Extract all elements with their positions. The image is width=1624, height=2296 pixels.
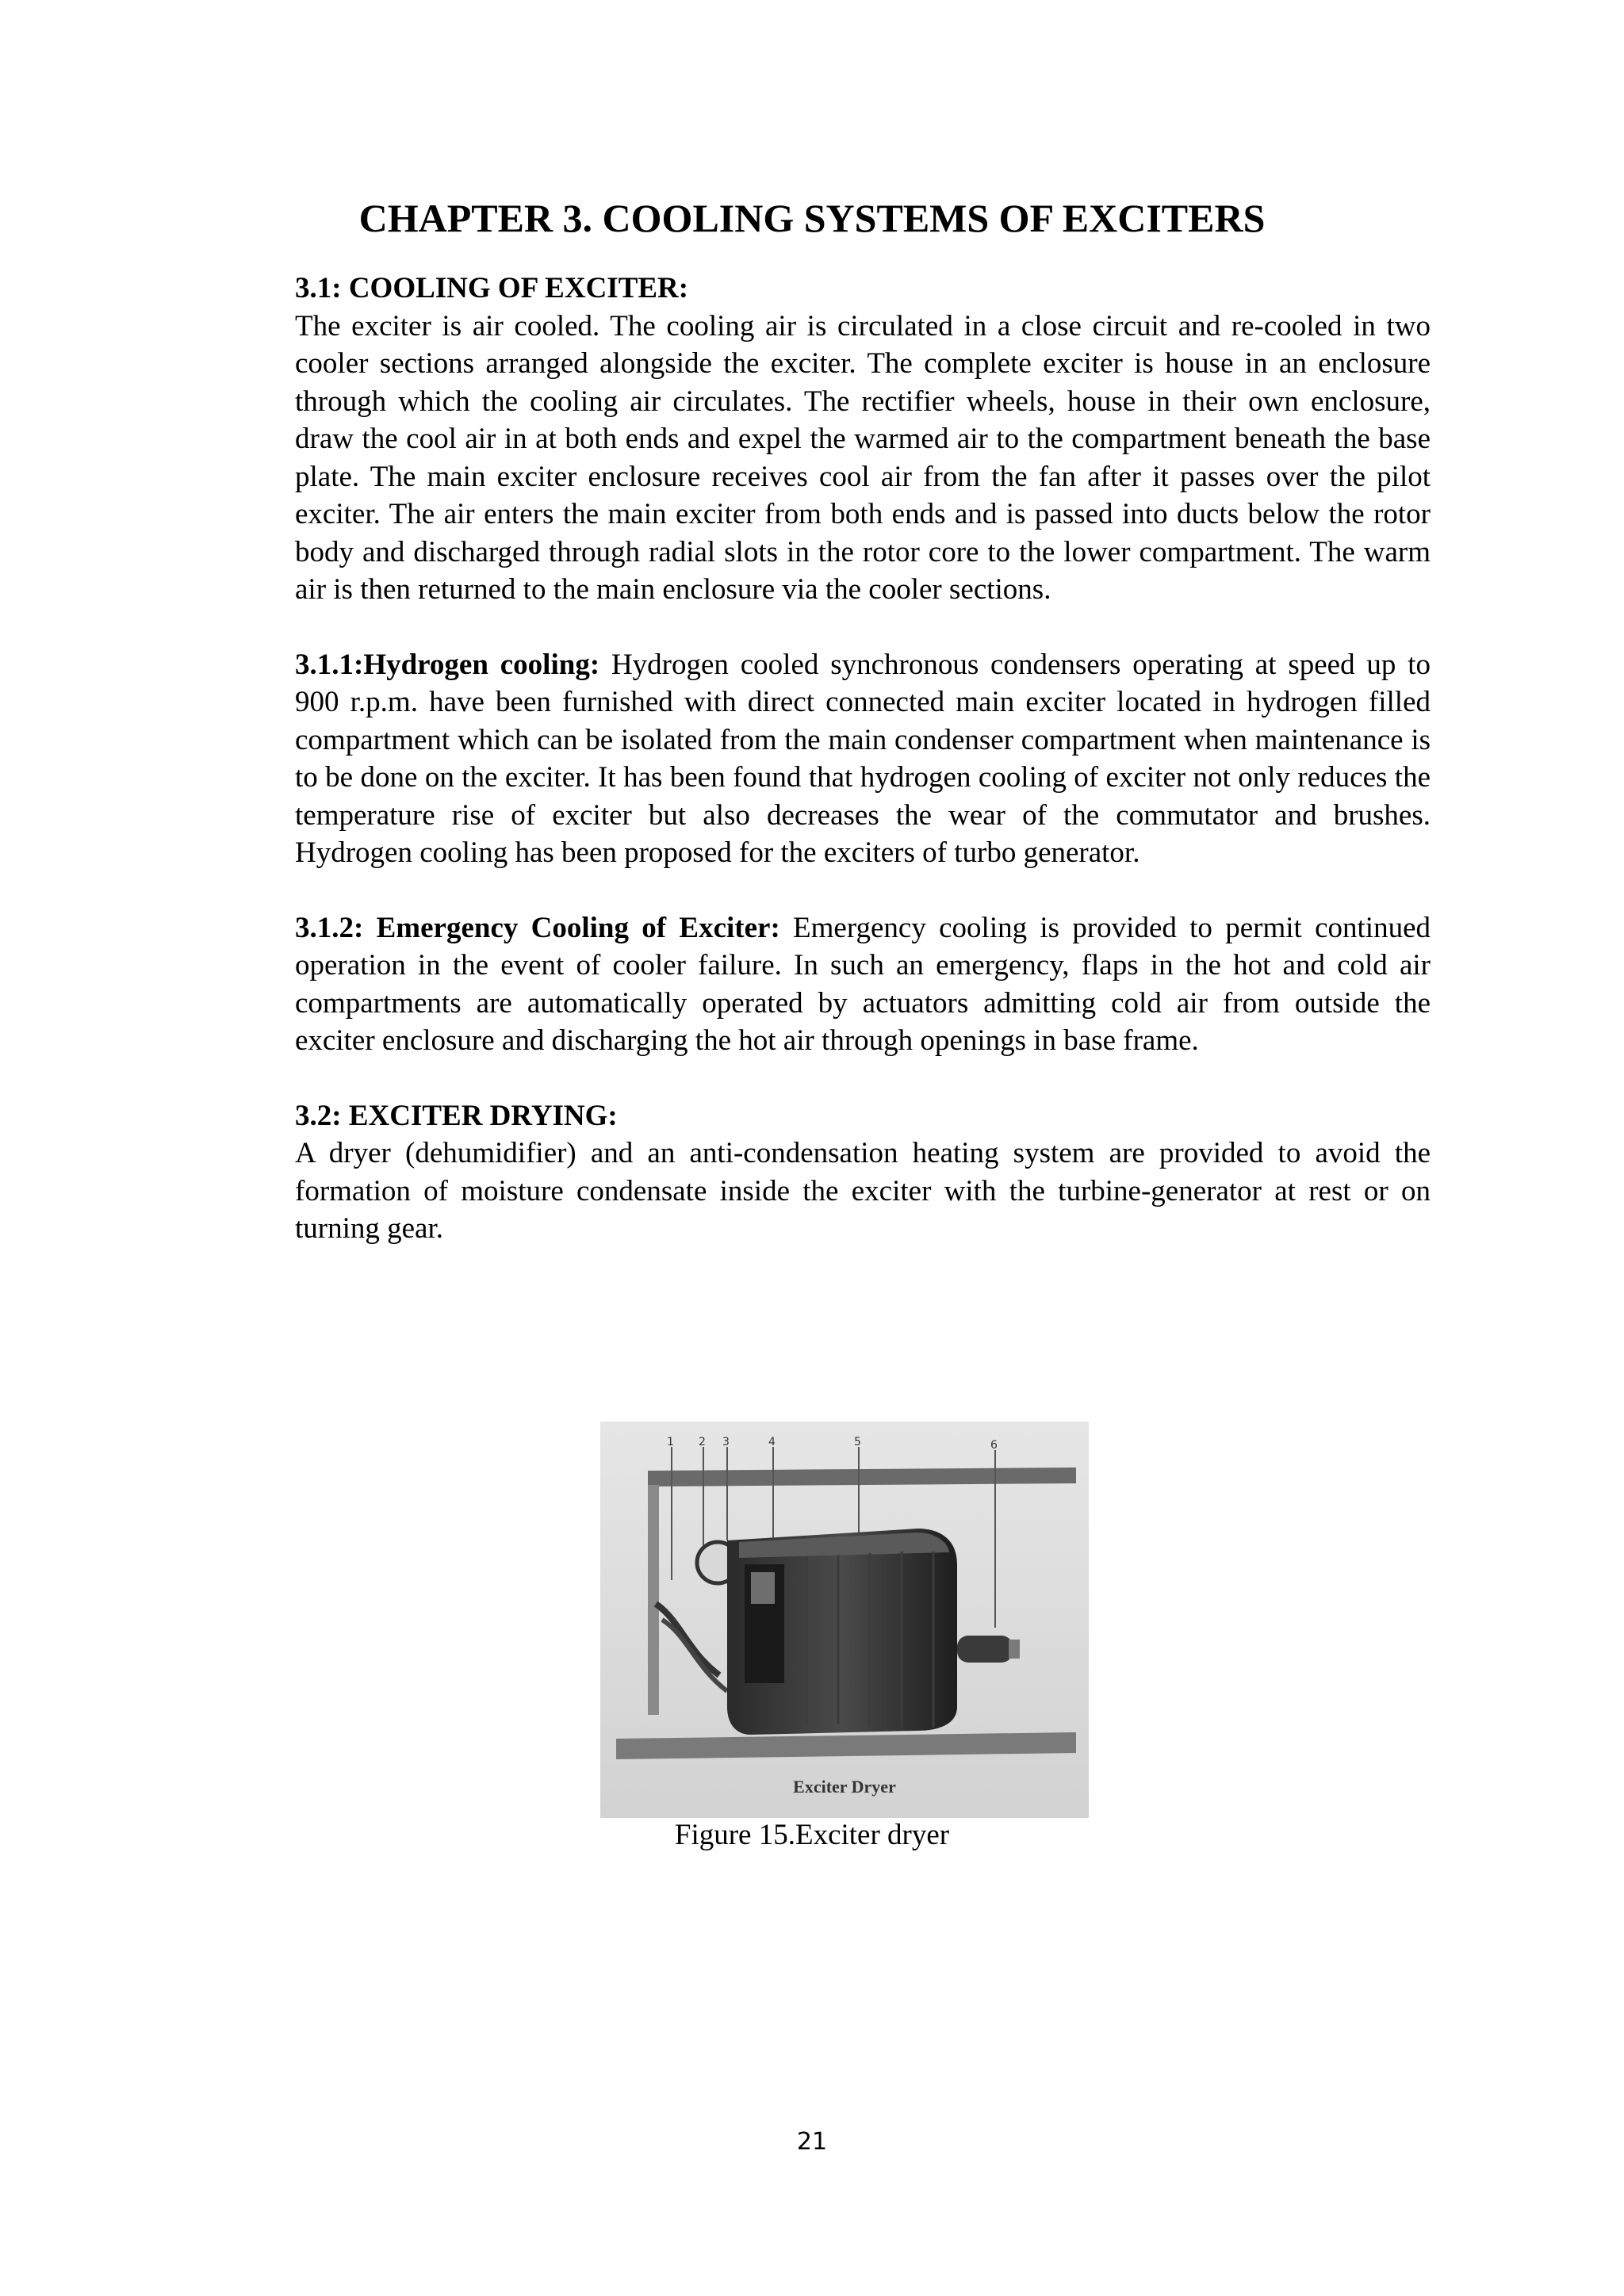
body-content (295, 270, 1431, 1248)
callout-3: 3 (722, 1436, 730, 1448)
section-3-1-2-text: Emergency cooling is provided to permit continued operation in the event of cooler failure. In such an emergency, flaps in the hot and cold air compartments are automatically operated by actuators admitting cold air from outside the exciter enclosure and discharging the hot air through openings in base frame. (295, 911, 1431, 1057)
shelf-top (648, 1468, 1076, 1487)
section-3-1-2-heading: 3.1.2: Emergency Cooling of Exciter: (295, 911, 780, 944)
section-3-1-1-text: Hydrogen cooled synchronous condensers operating at speed up to 900 r.p.m. have been furnished with direct connected main exciter located in hydrogen filled compartment which can be isolated from the main condenser compartment when maintenance is to be done on the exciter. It has been found that hydrogen cooling of exciter not only reduces the temperature rise of exciter but also decreases the wear of the commutator and brushes. Hydrogen cooling has been proposed for the exciters of turbo generator. (295, 648, 1431, 869)
section-3-1-2-paragraph (295, 909, 1431, 1060)
section-3-2-paragraph: A dryer (dehumidifier) and an anti-condensation heating system are provided to avoid the formation of moisture condensate inside the exciter with the turbine-generator at rest or on turning gear. (295, 1137, 1431, 1245)
chapter-title: CHAPTER 3. COOLING SYSTEMS OF EXCITERS (358, 196, 1266, 240)
figure-caption: Figure 15.Exciter dryer (674, 1819, 950, 1851)
motor-end (1009, 1640, 1020, 1659)
section-3-1-paragraph: The exciter is air cooled. The cooling air is circulated in a close circuit and re-cooled in two cooler sections arranged alongside the exciter. The complete exciter is house in an enclosure through which the cooling air circulates. The rectifier wheels, house in their own enclosure, draw the cool air in at both ends and expel the warmed air to the compartment beneath the base plate. The main exciter enclosure receives cool air from the fan after it passes over the pilot exciter. The air enters the main exciter from both ends and is passed into ducts below the rotor body and discharged through radial slots in the rotor core to the lower compartment. The warm air is then returned to the main enclosure via the cooler sections. (295, 309, 1431, 606)
callout-4: 4 (768, 1436, 776, 1448)
section-3-1-heading: 3.1: COOLING OF EXCITER: (295, 272, 689, 304)
callout-2: 2 (699, 1436, 706, 1448)
control-box (751, 1572, 775, 1604)
exciter-dryer-figure (600, 1422, 1089, 1818)
wall-left (648, 1485, 659, 1715)
motor (957, 1636, 1013, 1663)
exciter-dryer-photo (600, 1422, 1089, 1818)
callout-6: 6 (990, 1439, 998, 1452)
figure-inner-label: Exciter Dryer (793, 1777, 896, 1797)
callout-5: 5 (854, 1436, 861, 1448)
section-3-1-1-heading: 3.1.1:Hydrogen cooling: (295, 648, 600, 681)
section-3-1-1-paragraph (295, 646, 1431, 872)
callout-1: 1 (667, 1436, 674, 1448)
page-number: 21 (796, 2128, 828, 2156)
section-3-2-heading: 3.2: EXCITER DRYING: (295, 1099, 618, 1132)
